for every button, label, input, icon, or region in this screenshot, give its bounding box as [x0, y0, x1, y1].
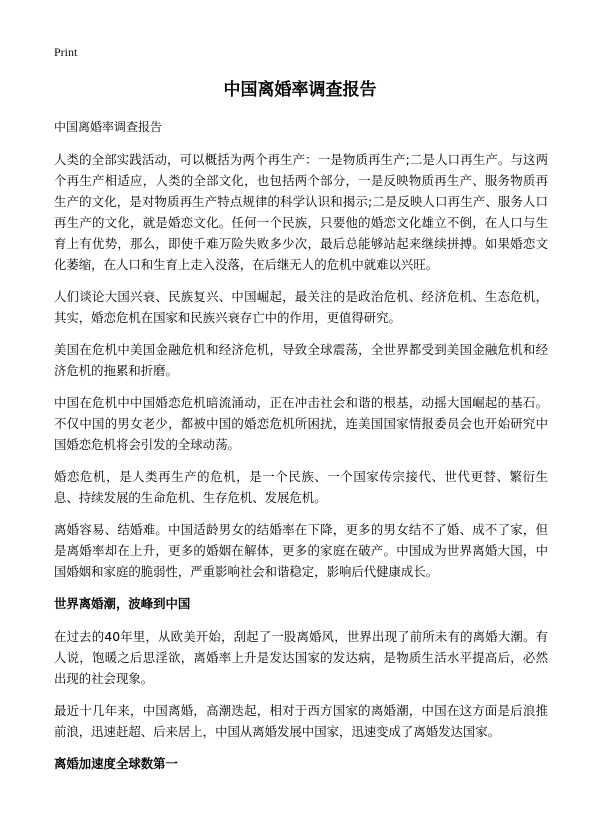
section-heading: 离婚加速度全球数第一 — [54, 756, 178, 771]
paragraph: 人们谈论大国兴衰、民族复兴、中国崛起，最关注的是政治危机、经济危机、生态危机，其实，婚恋危机在国家和民族兴衰存亡中的作用，更值得研究。 — [54, 289, 548, 325]
paragraph: 中国在危机中中国婚恋危机暗流涌动，正在冲击社会和谐的根基，动摇大国崛起的基石。不仅中国的男女老少，都被中国的婚恋危机所困扰，连美国国家情报委员会也开始研究中国婚恋危机将会引发的全球动荡。 — [54, 395, 548, 452]
paragraph: 在过去的40年里，从欧美开始，刮起了一股离婚风，世界出现了前所未有的离婚大潮。有人说，饱暖之后思淫欲，离婚率上升是发达国家的发达病，是物质生活水平提高后，必然出现的社会现象。 — [54, 629, 548, 686]
paragraph: 人类的全部实践活动，可以概括为两个再生产：一是物质再生产;二是人口再生产。与这两个再生产相适应，人类的全部文化，也包括两个部分，一是反映物质再生产、服务物质再生产的文化，是对物质再生产特点规律的科学认识和揭示;二是反映人口再生产、服务人口再生产的文化，就是婚恋文化。任何一个民族，只要他的婚恋文化雄立不倒，在人口与生育上有优势，那么，即使千难万险失败多少次，最后总能够站起来继续拼搏。如果婚恋文化萎缩，在人口和生育上走入没落，在后继无人的危机中就难以兴旺。 — [54, 152, 548, 272]
paragraph: 婚恋危机，是人类再生产的危机，是一个民族、一个国家传宗接代、世代更替、繁衍生息、持续发展的生命危机、生存危机、发展危机。 — [54, 469, 548, 505]
paragraph: 美国在危机中美国金融危机和经济危机，导致全球震荡，全世界都受到美国金融危机和经济危机的拖累和折磨。 — [54, 342, 548, 378]
print-link[interactable]: Print — [54, 45, 78, 59]
document-body — [54, 118, 548, 786]
paragraph: 最近十几年来，中国离婚，高潮迭起，相对于西方国家的离婚潮，中国在这方面是后浪推前浪，迅速赶超、后来居上，中国从离婚发展中国家，迅速变成了离婚发达国家。 — [54, 703, 548, 739]
paragraph: 离婚容易、结婚难。中国适龄男女的结婚率在下降，更多的男女结不了婚、成不了家，但是离婚率却在上升，更多的婚姻在解体，更多的家庭在破产。中国成为世界离婚大国，中国婚姻和家庭的脆弱性，严重影响社会和谐稳定，影响后代健康成长。 — [54, 522, 548, 579]
page-title: 中国离婚率调查报告 — [223, 80, 377, 100]
document-subtitle: 中国离婚率调查报告 — [54, 120, 163, 134]
section-heading: 世界离婚潮，波峰到中国 — [54, 596, 191, 611]
